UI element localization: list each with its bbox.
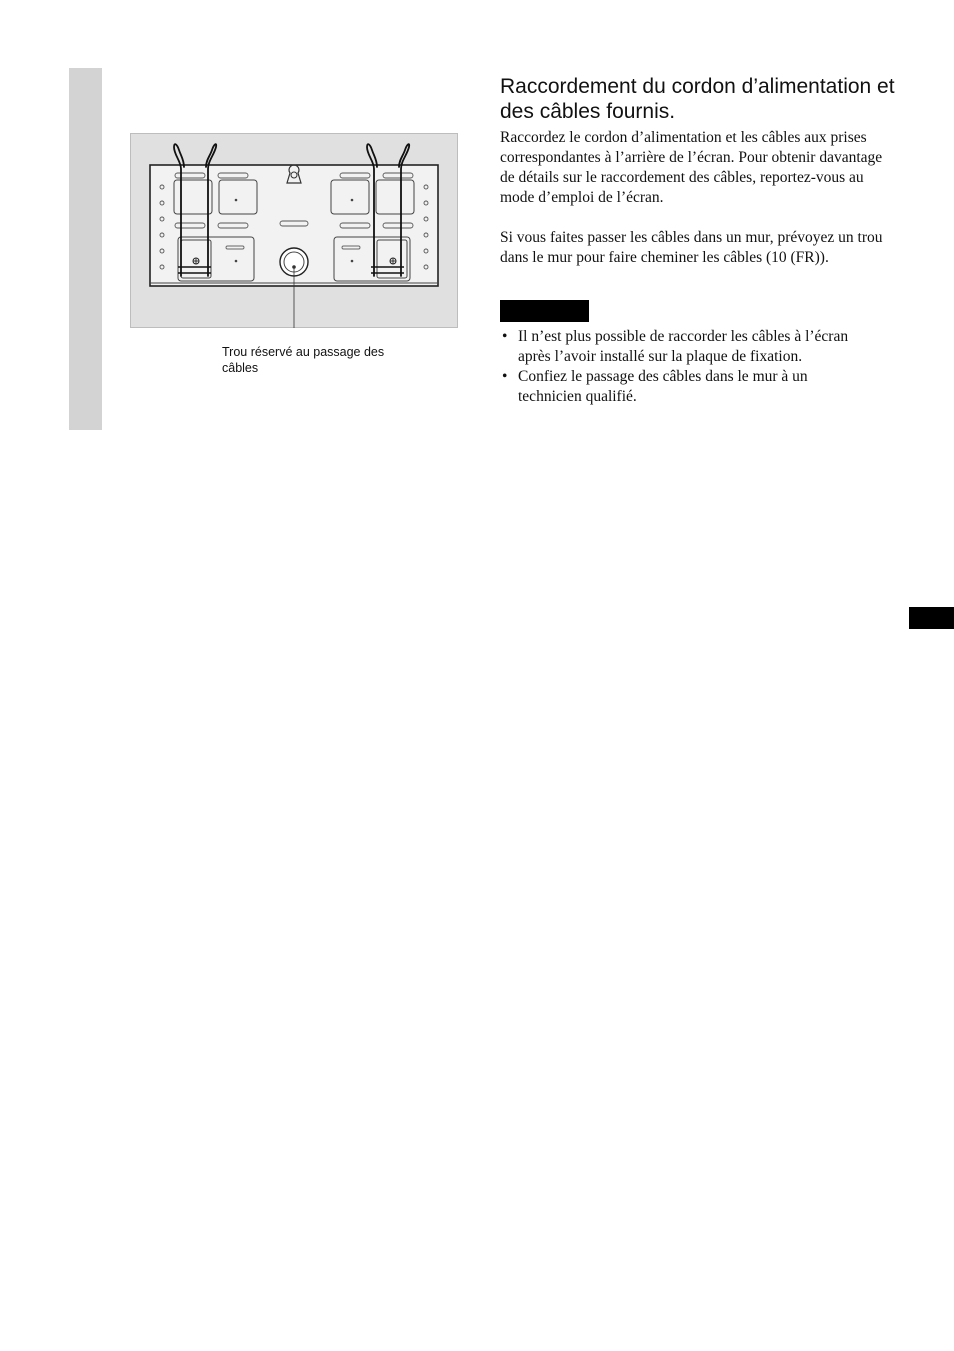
bullet-icon: • bbox=[502, 328, 508, 345]
mounting-plate-illustration bbox=[130, 133, 458, 328]
section-heading: Raccordement du cordon d’alimentation et des câbles fournis. bbox=[500, 75, 895, 123]
paragraph-connection: Raccordez le cordon d’alimentation et les câbles aux prises correspondantes à l’arrière de l’écran. Pour obtenir davantage de détails sur le raccordement des câbles, reportez-vous au mode d’emploi de l’écran. bbox=[500, 129, 883, 206]
side-strip bbox=[69, 68, 102, 430]
note-text: Confiez le passage des câbles dans le mur à un technicien qualifié. bbox=[518, 368, 808, 405]
note-text: Il n’est plus possible de raccorder les câbles à l’écran après l’avoir installé sur la plaque de fixation. bbox=[518, 328, 849, 365]
list-item bbox=[500, 327, 870, 367]
notes-list bbox=[500, 327, 870, 407]
page-edge-tab bbox=[909, 607, 954, 629]
bullet-icon: • bbox=[502, 368, 508, 385]
cable-hole-callout: Trou réservé au passage des câbles bbox=[222, 345, 385, 375]
notes-label-tag bbox=[500, 300, 589, 322]
list-item bbox=[500, 367, 870, 407]
paragraph-wall-routing: Si vous faites passer les câbles dans un mur, prévoyez un trou dans le mur pour faire cheminer les câbles (10 (FR)). bbox=[500, 229, 883, 266]
mounting-plate-figure bbox=[130, 133, 458, 328]
